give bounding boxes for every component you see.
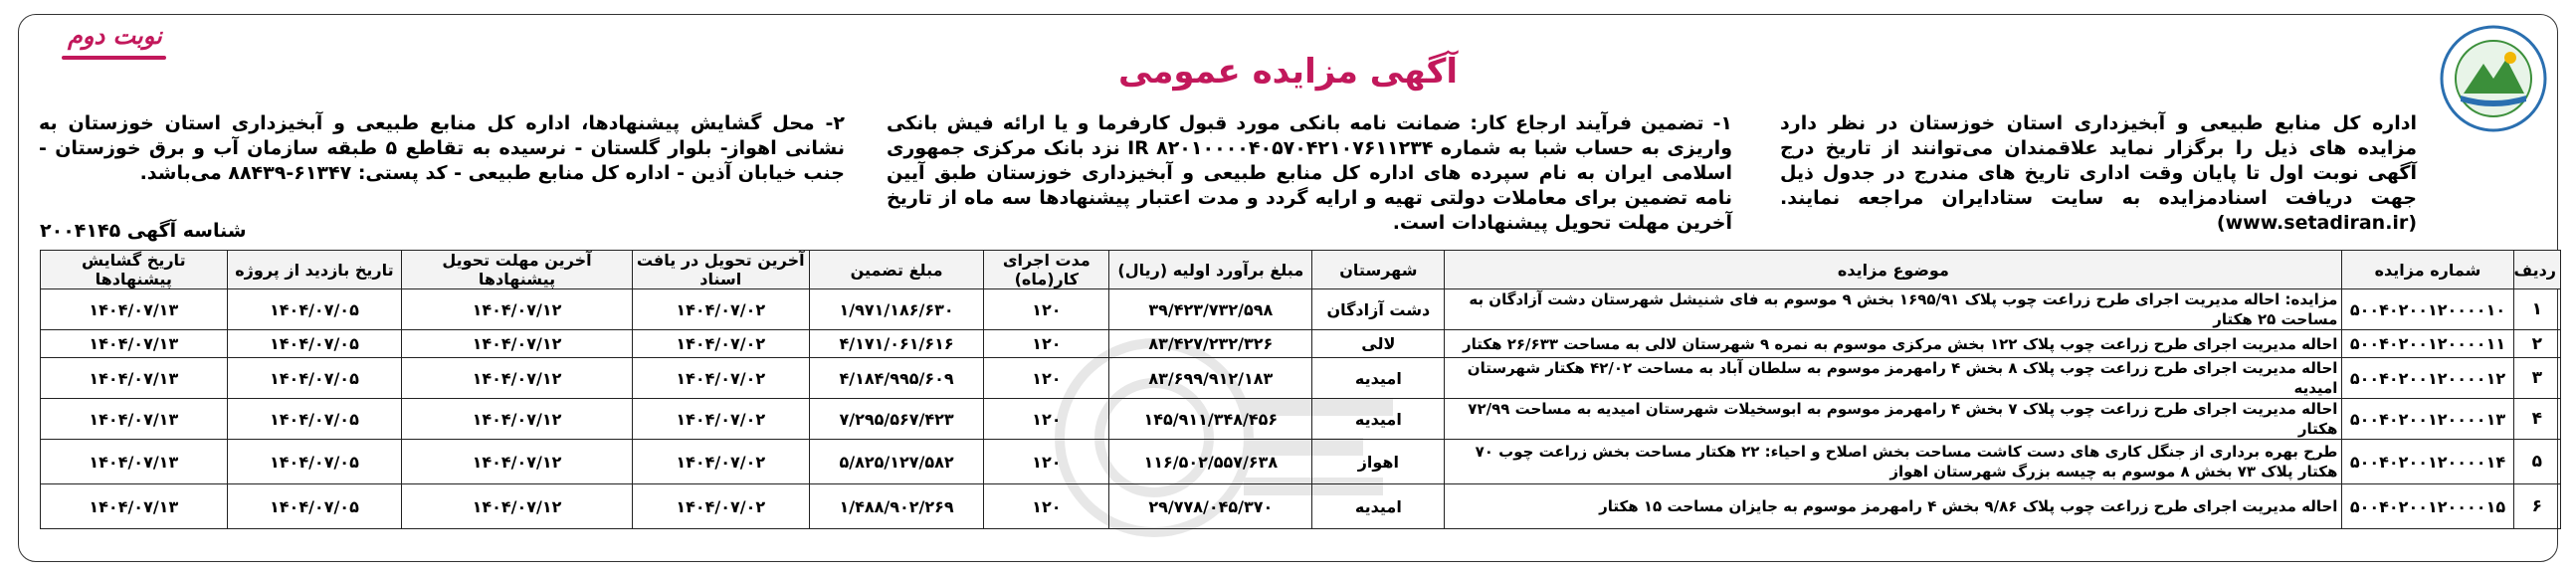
ad-id: شناسه آگهی ۲۰۰۴۱۴۵ xyxy=(40,220,247,242)
cell-opening: ۱۴۰۴/۰۷/۱۳ xyxy=(41,399,228,440)
cell-opening: ۱۴۰۴/۰۷/۱۳ xyxy=(41,440,228,484)
table-row xyxy=(41,358,2561,399)
col-header-guarantee: مبلغ تضمین xyxy=(809,251,984,289)
cell-subject: احاله مدیریت اجرای طرح زراعت چوب پلاک ۷ بخش ۴ رامهرمز موسوم به ابوسخیلات شهرستان امیدیه به مساحت ۷۲/۹۹ هکتار xyxy=(1445,399,2342,440)
cell-subject: طرح بهره برداری از جنگل کاری های دست کاشت مساحت بخش اصلاح و احیاء: ۲۲ هکتار مساحت بخش زراعت چوب ۷۰ هکتار پلاک ۷۳ بخش ۸ موسوم به چیسه بزرگ شهرستان اهواز xyxy=(1445,440,2342,484)
col-header-doc-deadline: آخرین تحویل در یافت اسناد xyxy=(632,251,809,289)
col-header-duration: مدت اجرای کار(ماه) xyxy=(984,251,1109,289)
auction-table xyxy=(40,250,2561,529)
cell-base-price: ۳۹/۴۲۳/۷۳۲/۵۹۸ xyxy=(1109,289,1312,330)
cell-offer-deadline: ۱۴۰۴/۰۷/۱۲ xyxy=(402,358,632,399)
cell-doc-deadline: ۱۴۰۴/۰۷/۰۲ xyxy=(632,484,809,529)
opening-location-paragraph: ۲- محل گشایش پیشنهادها، اداره کل منابع طبیعی و آبخیزداری استان خوزستان به نشانی اهواز- بلوار گلستان - نرسیده به تقاطع ۵ طبقه سازمان آب و برق خوزستان - جنب خیابان آذین - اداره کل منابع طبیعی - کد پستی: ۶۱۳۴۷-۸۸۴۳۹ می‌باشد. xyxy=(39,112,845,184)
cell-duration: ۱۲۰ xyxy=(984,330,1109,358)
cell-doc-deadline: ۱۴۰۴/۰۷/۰۲ xyxy=(632,289,809,330)
col-header-visit: تاریخ بازدید از پروژه xyxy=(227,251,402,289)
cell-visit: ۱۴۰۴/۰۷/۰۵ xyxy=(227,399,402,440)
cell-duration: ۱۲۰ xyxy=(984,484,1109,529)
cell-row: ۱ xyxy=(2513,289,2560,330)
cell-visit: ۱۴۰۴/۰۷/۰۵ xyxy=(227,289,402,330)
cell-city: امیدیه xyxy=(1312,358,1445,399)
cell-guarantee: ۴/۱۸۴/۹۹۵/۶۰۹ xyxy=(809,358,984,399)
table-row xyxy=(41,484,2561,529)
cell-opening: ۱۴۰۴/۰۷/۱۳ xyxy=(41,289,228,330)
cell-subject: مزایده: احاله مدیریت اجرای طرح زراعت چوب پلاک ۱۶۹۵/۹۱ بخش ۹ موسوم به فای شنیشل شهرستان دشت آزادگان به مساحت ۲۵ هکتار xyxy=(1445,289,2342,330)
cell-doc-deadline: ۱۴۰۴/۰۷/۰۲ xyxy=(632,358,809,399)
cell-doc-deadline: ۱۴۰۴/۰۷/۰۲ xyxy=(632,330,809,358)
cell-subject: احاله مدیریت اجرای طرح زراعت چوب پلاک ۱۲۲ بخش مرکزی موسوم به نمره ۹ شهرستان لالی به مساحت ۲۶/۶۳۳ هکتار xyxy=(1445,330,2342,358)
cell-visit: ۱۴۰۴/۰۷/۰۵ xyxy=(227,330,402,358)
cell-number: ۵۰۰۴۰۲۰۰۱۲۰۰۰۰۱۳ xyxy=(2342,399,2513,440)
col-header-subject: موضوع مزایده xyxy=(1445,251,2342,289)
cell-number: ۵۰۰۴۰۲۰۰۱۲۰۰۰۰۱۰ xyxy=(2342,289,2513,330)
cell-city: اهواز xyxy=(1312,440,1445,484)
cell-guarantee: ۱/۴۸۸/۹۰۲/۲۶۹ xyxy=(809,484,984,529)
cell-guarantee: ۴/۱۷۱/۰۶۱/۶۱۶ xyxy=(809,330,984,358)
cell-duration: ۱۲۰ xyxy=(984,440,1109,484)
cell-city: امیدیه xyxy=(1312,399,1445,440)
cell-guarantee: ۱/۹۷۱/۱۸۶/۶۳۰ xyxy=(809,289,984,330)
cell-row: ۳ xyxy=(2513,358,2560,399)
cell-city: دشت آزادگان xyxy=(1312,289,1445,330)
cell-number: ۵۰۰۴۰۲۰۰۱۲۰۰۰۰۱۴ xyxy=(2342,440,2513,484)
cell-subject: احاله مدیریت اجرای طرح زراعت چوب پلاک ۸ بخش ۴ رامهرمز موسوم به سلطان آباد به مساحت ۴۲/۰۲ هکتار شهرستان امیدیه xyxy=(1445,358,2342,399)
cell-base-price: ۲۹/۷۷۸/۰۴۵/۳۷۰ xyxy=(1109,484,1312,529)
cell-offer-deadline: ۱۴۰۴/۰۷/۱۲ xyxy=(402,330,632,358)
col-header-row: ردیف xyxy=(2513,251,2560,289)
organization-logo-icon xyxy=(2439,24,2548,133)
cell-row: ۵ xyxy=(2513,440,2560,484)
cell-opening: ۱۴۰۴/۰۷/۱۳ xyxy=(41,330,228,358)
cell-base-price: ۸۳/۴۲۷/۲۳۲/۳۲۶ xyxy=(1109,330,1312,358)
cell-base-price: ۱۴۵/۹۱۱/۳۴۸/۴۵۶ xyxy=(1109,399,1312,440)
cell-guarantee: ۷/۲۹۵/۵۶۷/۴۲۳ xyxy=(809,399,984,440)
cell-offer-deadline: ۱۴۰۴/۰۷/۱۲ xyxy=(402,289,632,330)
cell-offer-deadline: ۱۴۰۴/۰۷/۱۲ xyxy=(402,440,632,484)
cell-number: ۵۰۰۴۰۲۰۰۱۲۰۰۰۰۱۲ xyxy=(2342,358,2513,399)
cell-offer-deadline: ۱۴۰۴/۰۷/۱۲ xyxy=(402,484,632,529)
guarantee-paragraph: ۱- تضمین فرآیند ارجاع کار: ضمانت نامه بانکی مورد قبول کارفرما و یا ارائه فیش بانکی واریزی به حساب شبا به شماره IR ۸۲۰۱۰۰۰۰۴۰۵۷۰۴۲۱۰۷۶۱۱۲۳۴ نزد بانک مرکزی جمهوری اسلامی ایران به نام سپرده های اداره کل منابع طبیعی و آبخیزداری خوزستان طبق آیین نامه تضمین برای معاملات دولتی تهیه و ارایه گردد و مدت اعتبار پیشنهادها سه ماه از تاریخ آخرین مهلت تحویل پیشنهادات است. xyxy=(887,112,1733,234)
cell-visit: ۱۴۰۴/۰۷/۰۵ xyxy=(227,484,402,529)
cell-number: ۵۰۰۴۰۲۰۰۱۲۰۰۰۰۱۱ xyxy=(2342,330,2513,358)
cell-opening: ۱۴۰۴/۰۷/۱۳ xyxy=(41,358,228,399)
table-header-row xyxy=(41,251,2561,289)
cell-doc-deadline: ۱۴۰۴/۰۷/۰۲ xyxy=(632,440,809,484)
cell-row: ۲ xyxy=(2513,330,2560,358)
cell-city: لالی xyxy=(1312,330,1445,358)
cell-visit: ۱۴۰۴/۰۷/۰۵ xyxy=(227,358,402,399)
cell-base-price: ۸۳/۶۹۹/۹۱۲/۱۸۳ xyxy=(1109,358,1312,399)
cell-base-price: ۱۱۶/۵۰۲/۵۵۷/۶۳۸ xyxy=(1109,440,1312,484)
intro-paragraph: اداره کل منابع طبیعی و آبخیزداری استان خوزستان در نظر دارد مزایده های ذیل را برگزار نماید علاقمندان می‌توانند از تاریخ درج آگهی نوبت اول تا پایان وقت اداری تاریخ های مندرج در جدول ذیل جهت دریافت اسنادمزایده به سایت ستادایران مراجعه نمایند. (www.setadiran.ir) xyxy=(1780,112,2417,234)
col-header-city: شهرستان xyxy=(1312,251,1445,289)
cell-city: امیدیه xyxy=(1312,484,1445,529)
cell-row: ۶ xyxy=(2513,484,2560,529)
table-row xyxy=(41,440,2561,484)
col-header-opening: تاریخ گشایش پیشنهادها xyxy=(41,251,228,289)
page-title: آگهی مزایده عمومی xyxy=(1117,52,1459,92)
cell-duration: ۱۲۰ xyxy=(984,399,1109,440)
table-row xyxy=(41,289,2561,330)
cell-opening: ۱۴۰۴/۰۷/۱۳ xyxy=(41,484,228,529)
cell-guarantee: ۵/۸۲۵/۱۲۷/۵۸۲ xyxy=(809,440,984,484)
col-header-base-price: مبلغ برآورد اولیه (ریال) xyxy=(1109,251,1312,289)
cell-visit: ۱۴۰۴/۰۷/۰۵ xyxy=(227,440,402,484)
round-label: نوبت دوم xyxy=(68,22,162,50)
cell-doc-deadline: ۱۴۰۴/۰۷/۰۲ xyxy=(632,399,809,440)
cell-subject: احاله مدیریت اجرای طرح زراعت چوب پلاک ۹/۸۶ بخش ۴ رامهرمز موسوم به جایزان مساحت ۱۵ هکتار xyxy=(1445,484,2342,529)
cell-row: ۴ xyxy=(2513,399,2560,440)
table-row xyxy=(41,330,2561,358)
col-header-offer-deadline: آخرین مهلت تحویل پیشنهادها xyxy=(402,251,632,289)
cell-offer-deadline: ۱۴۰۴/۰۷/۱۲ xyxy=(402,399,632,440)
col-header-number: شماره مزایده xyxy=(2342,251,2513,289)
cell-duration: ۱۲۰ xyxy=(984,289,1109,330)
cell-duration: ۱۲۰ xyxy=(984,358,1109,399)
cell-number: ۵۰۰۴۰۲۰۰۱۲۰۰۰۰۱۵ xyxy=(2342,484,2513,529)
table-row xyxy=(41,399,2561,440)
